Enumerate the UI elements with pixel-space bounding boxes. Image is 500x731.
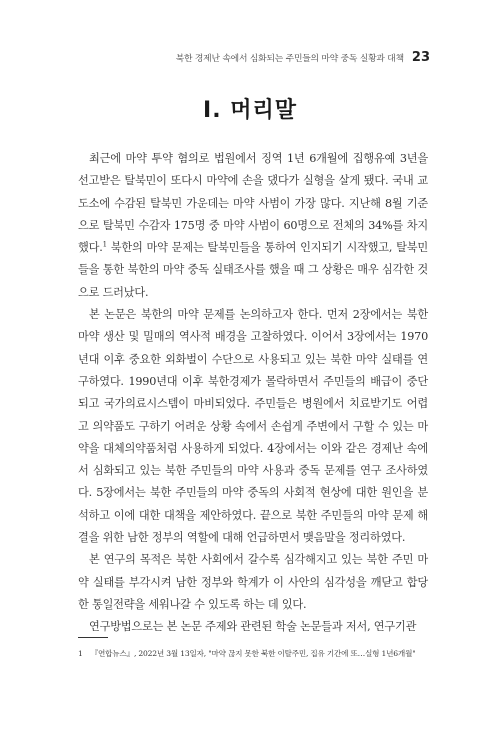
footnote-reference[interactable]: 1	[102, 240, 107, 249]
footnote	[78, 648, 438, 659]
paragraph-2: 본 논문은 북한의 마약 문제를 논의하고자 한다. 먼저 2장에서는 북한 마약 생산 및 밀매의 역사적 배경을 고찰하였다. 이어서 3장에서는 1970년대 이후 중요한 외화벌이 수단으로 사용되고 있는 북한 마약 실태를 연구하였다. 1990년대 이후 북한경제가 몰락하면서 주민들의 배급이 중단되고 국가의료시스템이 마비되었다. 주민들은 병원에서 치료받기도 어렵고 의약품도 구하기 어려운 상황 속에서 손쉽게 주변에서 구할 수 있는 마약을 대체의약품처럼 사용하게 되었다. 4장에서는 이와 같은 경제난 속에서 심화되고 있는 북한 주민들의 마약 사용과 중독 문제를 연구 조사하였다. 5장에서는 북한 주민들의 마약 중독의 사회적 현상에 대한 원인을 분석하고 이에 대한 대책을 제안하였다. 끝으로 북한 주민들의 마약 문제 해결을 위한 남한 정부의 역할에 대해 언급하면서 맺음말을 정리하였다.	[78, 308, 428, 545]
body-text	[78, 148, 428, 639]
paragraph-3: 본 연구의 목적은 북한 사회에서 갈수록 심각해지고 있는 북한 주민 마약 실태를 부각시켜 남한 정부와 학계가 이 사안의 심각성을 깨닫고 합당한 통일전략을 세워나갈 수 있도록 하는 데 있다.	[78, 553, 428, 611]
footnote-text: 『연합뉴스』, 2022년 3월 13일자, "마약 끊지 못한 북한 이탈주민, 집유 기간에 또…실형 1년6개월"	[90, 649, 416, 658]
footnote-number: 1	[78, 649, 83, 658]
paragraph-text: 최근에 마약 투약 혐의로 법원에서 징역 1년 6개월에 집행유예 3년을 선고받은 탈북민이 또다시 마약에 손을 댔다가 실형을 살게 됐다. 국내 교도소에 수감된 탈북민 가운데는 마약 사범이 가장 많다. 지난해 8월 기준으로 탈북민 수감자 175명 중 마약 사범이 60명으로 전체의 34%를 차지했다.	[78, 152, 428, 255]
paragraph-4: 연구방법으로는 본 논문 주제와 관련된 학술 논문들과 저서, 연구기관	[89, 620, 417, 634]
running-header	[176, 50, 430, 65]
paragraph-text: 북한의 마약 문제는 탈북민들을 통하여 인지되기 시작했고, 탈북민들을 통한 북한의 마약 중독 실태조사를 했을 때 그 상황은 매우 심각한 것으로 드러났다.	[78, 241, 428, 299]
section-heading: Ⅰ. 머리말	[203, 98, 297, 123]
running-title: 북한 경제난 속에서 심화되는 주민들의 마약 중독 실황과 대책	[175, 54, 404, 64]
footnote-divider	[78, 637, 108, 638]
paragraph-1	[78, 148, 428, 304]
page-number: 23	[411, 50, 430, 65]
